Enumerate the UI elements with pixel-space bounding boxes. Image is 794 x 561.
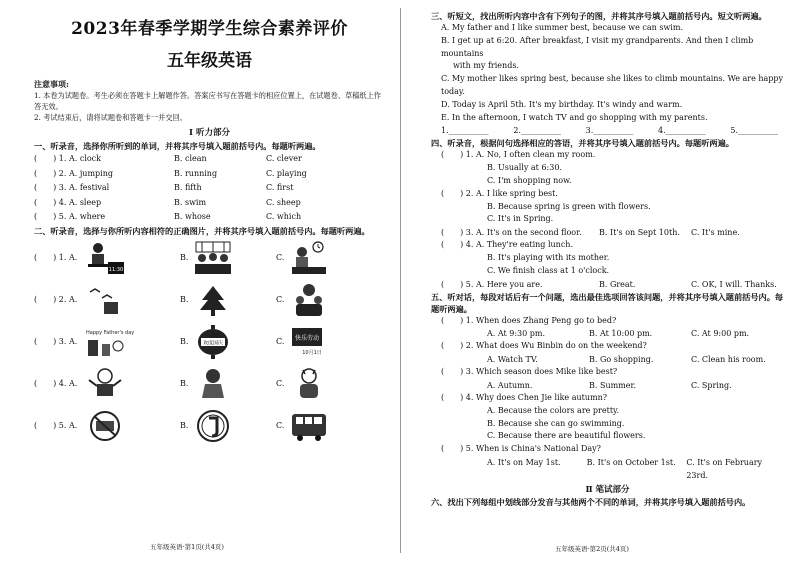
section-4-heading: 四、听录音，根据问句选择相应的答语，并将其序号填入题前括号内。每题听两遍。: [431, 138, 734, 149]
child-icon: [84, 366, 126, 402]
option-b: B. swim: [174, 197, 207, 207]
blank-4[interactable]: 4.__________: [657, 126, 706, 136]
part-listening: Ⅰ 听力部分: [189, 128, 230, 138]
q5-3-options: A. Autumn. B. Summer. C. Spring.: [487, 380, 732, 390]
section-1-heading: 一、听录音，选择你所听到的单词，并将其序号填入题前括号内。每题听两遍。: [34, 141, 321, 151]
sentence-c: C. My mother likes spring best, because she likes to climb mountains. We are happy today.: [441, 74, 784, 96]
option-c: C. 快乐劳动 10月1日: [276, 324, 372, 360]
exam-subtitle: 五年级英语: [167, 51, 252, 71]
list-item: [34, 196, 385, 211]
no-food-sign-icon: [84, 408, 126, 444]
q4-1-c: C. I'm shopping now.: [487, 175, 572, 185]
q5-3: ( ) 3. Which season does Mike like best?: [441, 367, 618, 377]
option-c: C. which: [266, 212, 302, 221]
option-c: C.: [276, 366, 372, 402]
option-a: [84, 408, 180, 444]
question: ( ) 2. A.: [34, 295, 78, 304]
list-item: [34, 279, 385, 321]
people-playing-icon: [288, 282, 330, 318]
option-b: B. 欢度国庆: [180, 324, 276, 360]
blank-1[interactable]: 1.__________: [441, 126, 489, 136]
option-b: B.: [180, 366, 276, 402]
section-6-heading: 六、找出下列每组中划线部分发音与其他两个不同的单词，并将其序号填入题前括号内。: [431, 496, 751, 507]
svg-text:欢度国庆: 欢度国庆: [202, 340, 224, 346]
q5-1-options: A. At 9:30 pm. B. At 10:00 pm. C. At 9:00 pm.: [487, 329, 750, 339]
option-c: C. clever: [266, 154, 302, 163]
sentence-e: E. In the afternoon, I watch TV and go shopping with my parents.: [441, 112, 708, 122]
question: ( ) 5. A.: [34, 421, 78, 430]
option-b: B.: [180, 408, 276, 444]
list-item: [34, 152, 385, 167]
q5-4-c: C. Because there are beautiful flowers.: [487, 431, 646, 441]
note-2: 2. 考试结束后，请将试题卷和答题卡一并交回。: [34, 113, 187, 122]
option-b: B. clean: [174, 154, 207, 163]
option-b: B. running: [174, 168, 218, 178]
option-c: C.: [276, 240, 372, 276]
q5-5-options: A. It's on May 1st. B. It's on October 1st. C. It's on February 23rd.: [487, 457, 763, 480]
answer-blanks: [431, 124, 784, 137]
page-footer-right: 五年级英语·第2页(共4页): [555, 545, 629, 553]
notes-title: 注意事项:: [34, 79, 69, 89]
q4-2-a: ( ) 2. A. I like spring best.: [441, 188, 558, 198]
q4-4-b: B. It's playing with its mother.: [487, 252, 610, 262]
list-item: [34, 363, 385, 405]
question: ( ) 1. A. clock: [34, 154, 102, 163]
option-c: C. first: [266, 183, 294, 192]
q5-2-options: A. Watch TV. B. Go shopping. C. Clean his room.: [487, 355, 766, 365]
section-1-list: [34, 152, 385, 225]
q4-5: ( ) 5. A. Here you are. B. Great. C. OK, I will. Thanks.: [441, 279, 777, 289]
svg-text:11:30: 11:30: [108, 266, 124, 273]
question: ( ) 1. A.: [34, 253, 78, 262]
question: ( ) 4. A.: [34, 379, 78, 388]
list-item: [34, 167, 385, 182]
q4-4-c: C. We finish class at 1 o'clock.: [487, 265, 610, 275]
list-item: [34, 405, 385, 447]
q5-5: ( ) 5. When is China's National Day?: [441, 444, 601, 454]
bus-icon: [288, 408, 330, 444]
q4-1-b: B. Usually at 6:30.: [487, 163, 562, 173]
option-b: B. whose: [174, 212, 211, 221]
q5-4-a: A. Because the colors are pretty.: [487, 405, 620, 415]
section-2-heading: 二、听录音，选择与你所听内容相符的正确图片，并将其序号填入题前括号内。每题听两遍。: [34, 225, 370, 236]
section-5-heading: 五、听对话，每段对话后有一个问题，选出最佳选项回答该问题，并将其序号填入题前括号内。每题听两遍。: [431, 291, 784, 314]
option-a: [84, 282, 180, 318]
q5-2: ( ) 2. What does Wu Binbin do on the weekend?: [441, 341, 647, 351]
exam-title: 2023年春季学期学生综合素养评价: [71, 19, 348, 39]
svg-text:快乐劳动: 快乐劳动: [294, 334, 320, 342]
girl-with-clock-icon: [288, 240, 330, 276]
page-footer-left: 五年级英语·第1页(共4页): [150, 543, 224, 551]
girl-icon: [192, 366, 234, 402]
question: ( ) 4. A. sleep: [34, 197, 102, 207]
option-c: C.: [276, 282, 372, 318]
fathers-day-card-icon: [84, 324, 135, 360]
option-c: C.: [276, 408, 372, 444]
option-a: [84, 240, 180, 276]
q5-4-b: B. Because she can go swimming.: [487, 418, 625, 428]
blank-3[interactable]: 3.__________: [585, 126, 634, 136]
sentence-b: B. I get up at 6:20. After breakfast, I visit my grandparents. And then I climb mountains: [441, 35, 754, 58]
svg-text:10月1日: 10月1日: [302, 349, 322, 356]
sentence-d: D. Today is April 5th. It's my birthday. It's windy and warm.: [441, 99, 683, 109]
q4-2-b: B. Because spring is green with flowers.: [487, 201, 651, 211]
q4-4-a: ( ) 4. A. They're eating lunch.: [441, 240, 573, 250]
option-c: C. playing: [266, 168, 307, 178]
q4-1-a: ( ) 1. A. No, I often clean my room.: [441, 150, 596, 160]
question: ( ) 5. A. where: [34, 212, 106, 221]
blank-5[interactable]: 5.__________: [730, 126, 778, 136]
question: ( ) 2. A. jumping: [34, 168, 113, 178]
sign-icon: [192, 408, 234, 444]
q5-1: ( ) 1. When does Zhang Peng go to bed?: [441, 315, 617, 325]
option-c: C. sheep: [266, 197, 301, 207]
option-b: B.: [180, 282, 276, 318]
option-b: B.: [180, 240, 276, 276]
tree-icon: [192, 282, 234, 318]
question: ( ) 3. A.: [34, 337, 78, 346]
option-a: [84, 324, 180, 360]
right-page: [405, 0, 794, 561]
note-1: 1. 本卷为试题卷。考生必须在答题卡上解题作答。答案应书写在答题卡的相应位置上，在试题卷、草稿纸上作答无效。: [34, 91, 381, 111]
sentence-b-cont: with my friends.: [453, 61, 519, 71]
list-item: [34, 210, 385, 225]
animal-icon: [288, 366, 330, 402]
option-b: B. fifth: [174, 183, 202, 192]
section-3-heading: 三、听短文，找出所听内容中含有下列句子的图，并将其序号填入题前括号内。短文听两遍。: [431, 11, 767, 21]
blank-2[interactable]: 2.__________: [513, 126, 561, 136]
page-divider: [400, 8, 401, 553]
sentence-a: A. My father and I like summer best, because we can swim.: [441, 23, 683, 32]
option-a: [84, 366, 180, 402]
svg-text:Happy Father's day: Happy Father's day: [86, 329, 135, 336]
labour-day-icon: [288, 324, 330, 360]
list-item: [34, 321, 385, 363]
q4-3: ( ) 3. A. It's on the second floor. B. It's on Sept 10th. C. It's mine.: [441, 228, 740, 238]
q4-2-c: C. It's in Spring.: [487, 214, 554, 224]
list-item: [34, 237, 385, 279]
boy-with-clock-icon: [84, 240, 126, 276]
family-dinner-icon: [192, 240, 234, 276]
q5-4: ( ) 4. Why does Chen Jie like autumn?: [441, 392, 608, 402]
part-writing: Ⅱ 笔试部分: [585, 484, 630, 495]
question: ( ) 3. A. festival: [34, 183, 110, 192]
list-item: [34, 181, 385, 196]
birds-flying-icon: [84, 282, 126, 318]
national-day-lantern-icon: [192, 324, 234, 360]
